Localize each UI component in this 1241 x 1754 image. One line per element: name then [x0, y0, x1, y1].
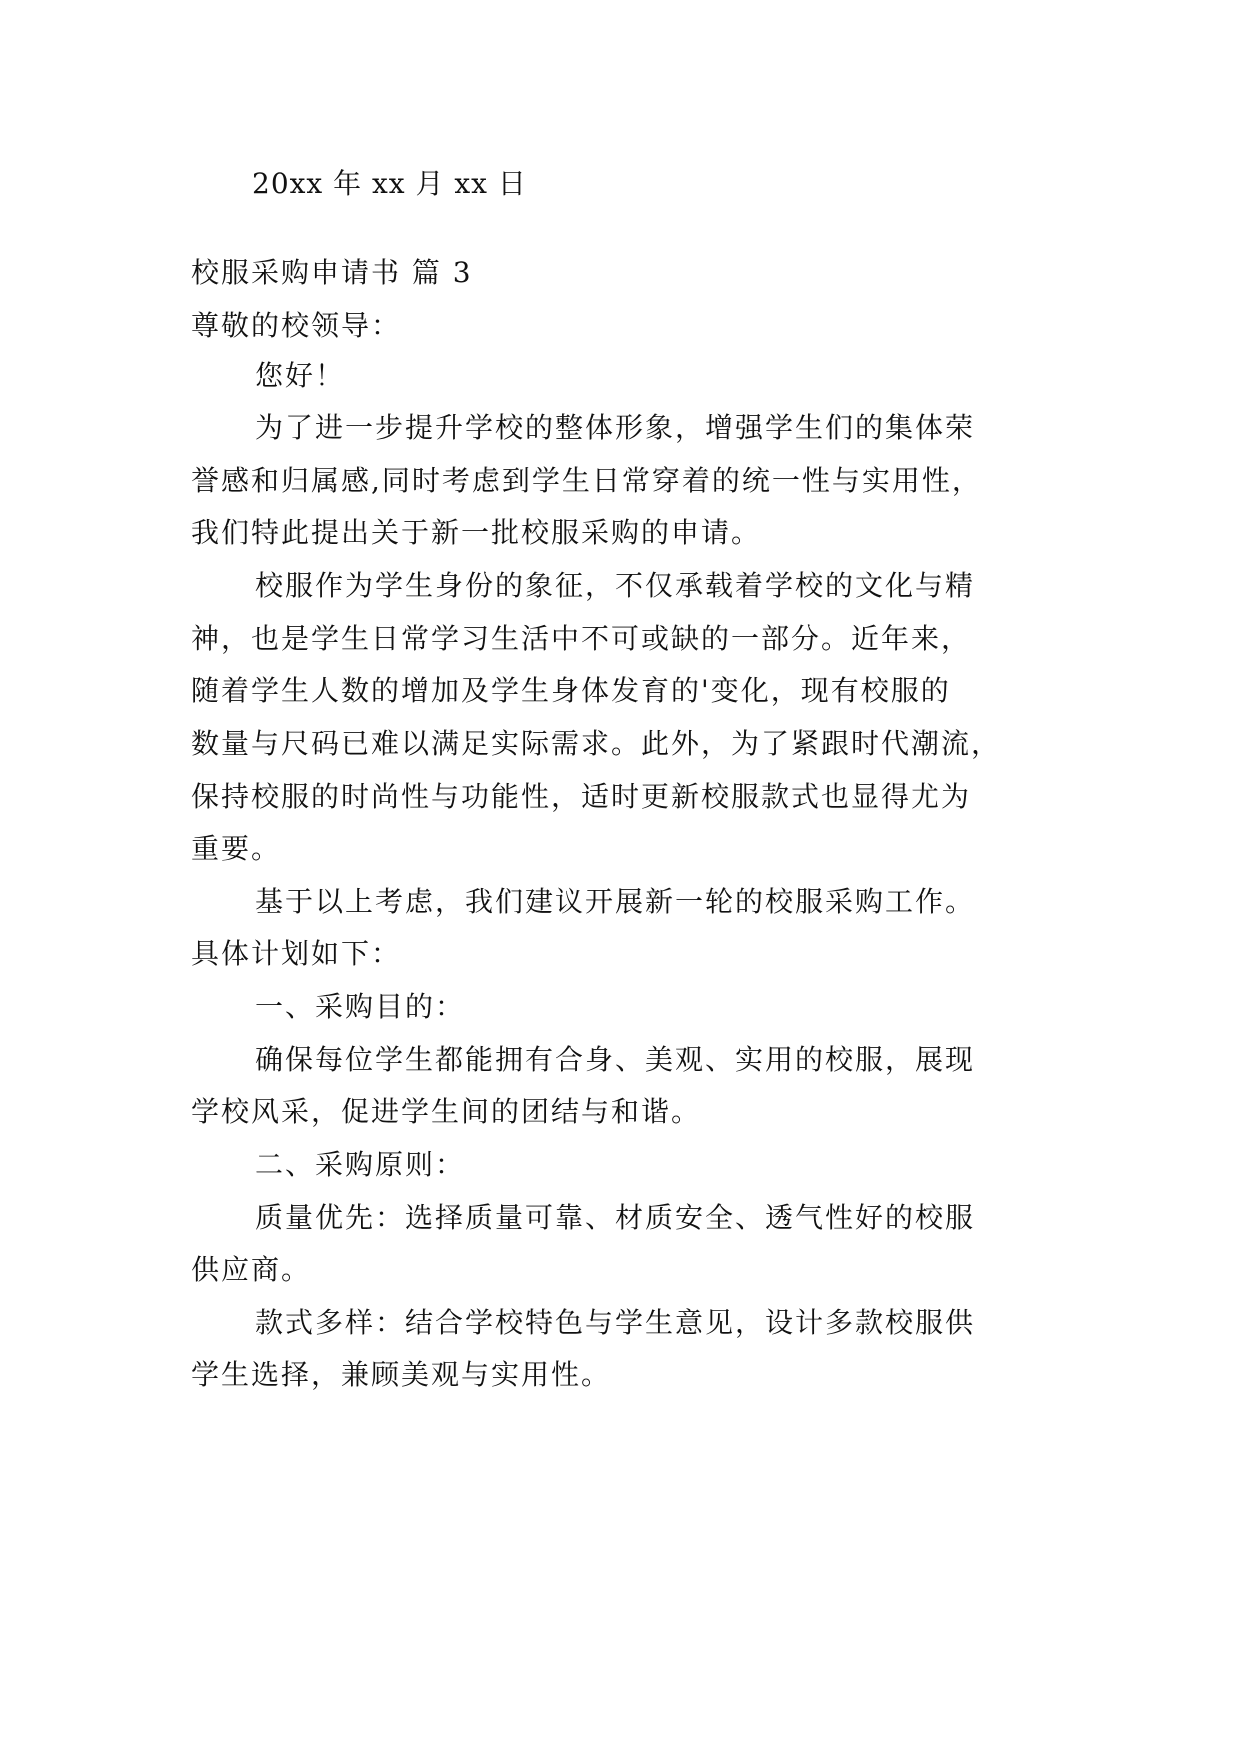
paragraph-line: 随着学生人数的增加及学生身体发育的'变化，现有校服的	[191, 674, 951, 707]
greeting: 您好！	[255, 359, 346, 392]
paragraph-line: 供应商。	[191, 1253, 312, 1286]
paragraph-line: 誉感和归属感,同时考虑到学生日常穿着的统一性与实用性，	[191, 464, 982, 497]
paragraph-line: 校服作为学生身份的象征，不仅承载着学校的文化与精	[255, 569, 976, 602]
paragraph-line: 为了进一步提升学校的整体形象，增强学生们的集体荣	[255, 411, 976, 444]
paragraph-line: 确保每位学生都能拥有合身、美观、实用的校服，展现	[255, 1043, 976, 1076]
paragraph-line: 重要。	[191, 832, 282, 865]
paragraph-line: 基于以上考虑，我们建议开展新一轮的校服采购工作。	[255, 885, 976, 918]
paragraph-line: 质量优先：选择质量可靠、材质安全、透气性好的校服	[255, 1201, 976, 1234]
paragraph-line: 我们特此提出关于新一批校服采购的申请。	[191, 516, 762, 549]
paragraph-line: 数量与尺码已难以满足实际需求。此外，为了紧跟时代潮流，	[191, 727, 1002, 760]
paragraph-line: 神，也是学生日常学习生活中不可或缺的一部分。近年来，	[191, 622, 972, 655]
paragraph-line: 款式多样：结合学校特色与学生意见，设计多款校服供	[255, 1306, 976, 1339]
document-date: 20xx 年 xx 月 xx 日	[252, 167, 527, 200]
salutation: 尊敬的校领导：	[191, 309, 402, 342]
document-heading: 校服采购申请书 篇 3	[191, 256, 473, 289]
section-title: 二、采购原则：	[255, 1148, 466, 1181]
paragraph-line: 学生选择，兼顾美观与实用性。	[191, 1358, 612, 1391]
paragraph-line: 具体计划如下：	[191, 937, 402, 970]
section-title: 一、采购目的：	[255, 990, 466, 1023]
paragraph-line: 学校风采，促进学生间的团结与和谐。	[191, 1095, 702, 1128]
paragraph-line: 保持校服的时尚性与功能性，适时更新校服款式也显得尤为	[191, 780, 972, 813]
